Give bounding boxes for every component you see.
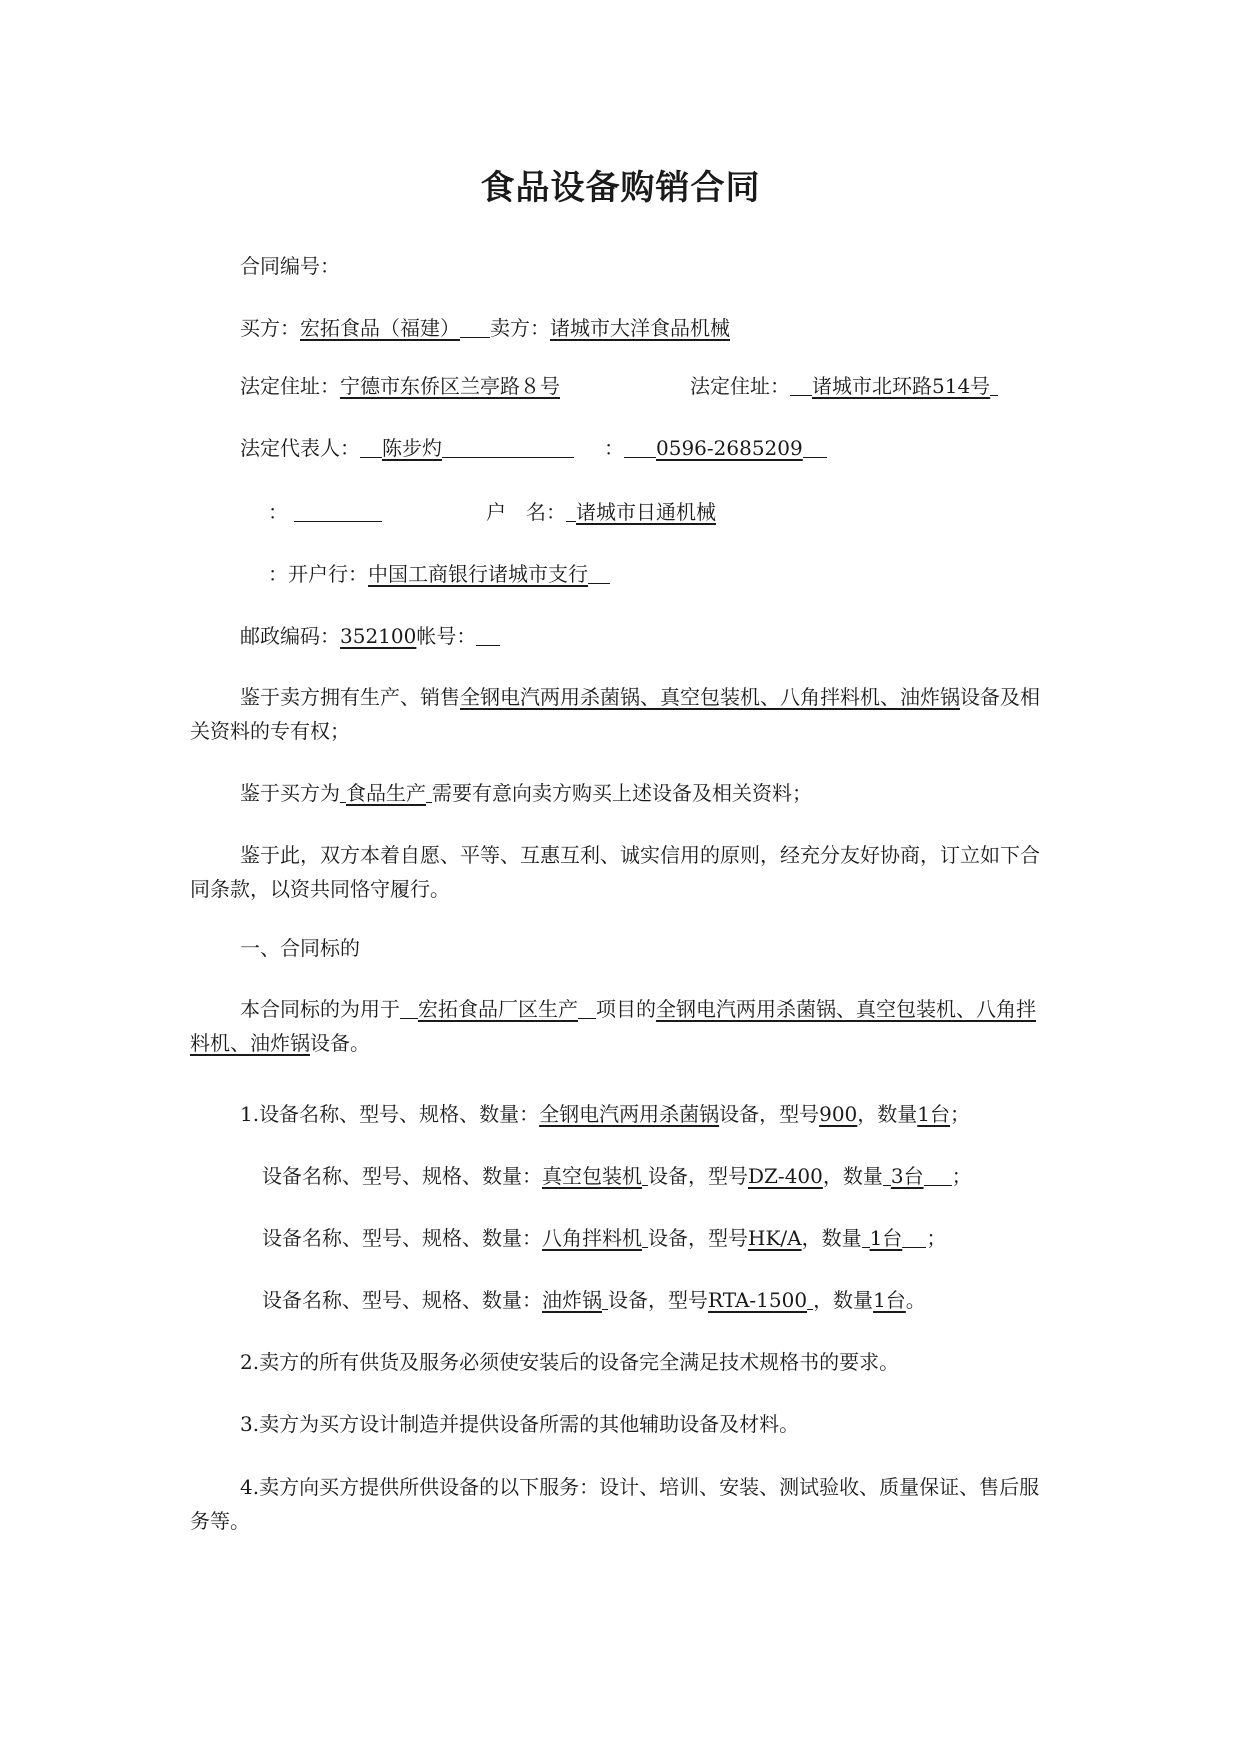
item-end: ； [926, 1226, 947, 1250]
subject-text: 本合同标的为用于 [240, 997, 400, 1021]
contract-number-label: 合同编号： [240, 254, 340, 278]
postal-label: 邮政编码： [240, 624, 340, 648]
clause-3 [240, 1410, 799, 1438]
item-model: RTA-1500 [708, 1288, 808, 1312]
item-label: 设备名称、型号、规格、数量： [262, 1288, 542, 1312]
recital-2-text: 鉴于买方为 [240, 781, 340, 805]
item-4 [262, 1286, 926, 1314]
recital-1-text: 鉴于卖方拥有生产、销售 [240, 685, 460, 709]
seller-address-label: 法定住址： [690, 374, 790, 398]
item-name: 全钢电汽两用杀菌锅 [539, 1102, 720, 1126]
blank [902, 1227, 926, 1248]
item-name: 油炸锅 [542, 1288, 602, 1312]
blank [460, 317, 490, 338]
blank [442, 437, 574, 458]
document-title: 食品设备购销合同 [480, 168, 761, 208]
item-model-label: 设备，型号 [608, 1288, 708, 1312]
item-model: HK/A [748, 1226, 802, 1250]
contract-number-line [240, 252, 340, 280]
item-model: DZ-400 [748, 1164, 823, 1188]
item-label: 设备名称、型号、规格、数量： [262, 1164, 542, 1188]
section-1-title: 一、合同标的 [240, 936, 360, 960]
clause-text: 3.卖方为买方设计制造并提供设备所需的其他辅助设备及材料。 [240, 1412, 800, 1436]
item-name: 真空包装机 [542, 1164, 642, 1188]
seller-address: 诸城市北环路514号 [812, 374, 991, 398]
item-qty-label: ，数量 [801, 1226, 862, 1250]
clause-text: 2.卖方的所有供货及服务必须使安装后的设备完全满足技术规格书的要求。 [240, 1350, 900, 1374]
phone-colon: ： [604, 436, 624, 460]
postal-code: 352100 [340, 624, 417, 648]
recital-2 [190, 776, 1050, 810]
item-1 [240, 1100, 970, 1128]
blank [624, 437, 656, 458]
blank [476, 625, 500, 646]
item-number: 1. [240, 1102, 260, 1126]
blank [924, 1165, 952, 1186]
account-name: 诸城市日通机械 [576, 500, 716, 524]
item-model-label: 设备，型号 [648, 1226, 748, 1250]
blank [862, 1227, 870, 1248]
item-3 [262, 1224, 946, 1252]
item-qty: 1台 [869, 1226, 903, 1250]
item-qty: 3台 [890, 1164, 924, 1188]
blank [294, 501, 382, 522]
buyer-address: 宁德市东侨区兰亭路８号 [340, 374, 560, 398]
account-number-label: 帐号： [416, 624, 477, 648]
item-qty-label: ，数量 [813, 1288, 874, 1312]
item-model-label: 设备，型号 [719, 1102, 820, 1126]
recital-2-end: 需要有意向卖方购买上述设备及相关资料； [432, 781, 812, 805]
item-name: 八角拌料机 [542, 1226, 642, 1250]
item-end: ； [951, 1164, 972, 1188]
seller-label: 卖方： [490, 316, 550, 340]
account-name-line [268, 498, 716, 526]
item-end: ； [950, 1102, 971, 1126]
bank-line [268, 560, 610, 588]
blank [360, 437, 382, 458]
recital-1-end: 设备及相关资料的专有权； [190, 685, 1040, 743]
seller-address-line [690, 372, 998, 400]
subject-mid: 项目的 [596, 997, 656, 1021]
clause-2 [240, 1348, 899, 1376]
parties-line [240, 314, 730, 342]
clause-text: 4.卖方向买方提供所供设备的以下服务：设计、培训、安装、测试验收、质量保证、售后服务等。 [190, 1475, 1040, 1533]
recital-3: 鉴于此，双方本着自愿、平等、互惠互利、诚实信用的原则，经充分友好协商，订立如下合同条款，以资共同恪守履行。 [190, 843, 1040, 901]
bank-name: 中国工商银行诸城市支行 [368, 562, 588, 586]
item-label: 设备名称、型号、规格、数量： [262, 1226, 542, 1250]
account-name-label: 户 名： [486, 500, 566, 524]
seller-name: 诸城市大洋食品机械 [550, 316, 730, 340]
blank [588, 563, 610, 584]
item-qty: 1台 [873, 1288, 906, 1312]
subject-end: 设备。 [310, 1031, 370, 1055]
subject-goods: 全钢电汽两用杀菌锅、真空包装机、八角拌料机、油炸锅 [190, 997, 1036, 1055]
postal-line [240, 622, 500, 650]
blank [990, 375, 998, 396]
recital-1 [190, 680, 1050, 748]
item-end: 。 [905, 1288, 926, 1312]
item-qty: 1台 [917, 1102, 951, 1126]
bank-label: ：开户行： [268, 562, 368, 586]
blank [578, 998, 596, 1019]
colon-label: ： [268, 500, 288, 524]
item-2 [262, 1162, 972, 1190]
section-1-heading [240, 934, 360, 962]
rep-label: 法定代表人： [240, 436, 360, 460]
subject-paragraph [190, 992, 1050, 1060]
subject-project: 宏拓食品厂区生产 [418, 997, 578, 1021]
seller-phone: 0596-2685209 [656, 436, 803, 460]
item-qty-label: ，数量 [857, 1102, 918, 1126]
buyer-name: 宏拓食品（福建） [300, 316, 460, 340]
representative-line [240, 434, 827, 462]
buyer-address-line [240, 372, 560, 400]
blank [400, 998, 418, 1019]
recital-2-purpose: 食品生产 [346, 781, 426, 805]
item-qty-label: ，数量 [822, 1164, 883, 1188]
buyer-label: 买方： [240, 316, 300, 340]
blank [803, 437, 827, 458]
clause-4 [190, 1470, 1050, 1538]
recital-1-goods: 全钢电汽两用杀菌锅、真空包装机、八角拌料机、油炸锅 [460, 685, 960, 709]
item-model-label: 设备，型号 [648, 1164, 748, 1188]
blank [883, 1165, 891, 1186]
item-label: 设备名称、型号、规格、数量： [259, 1102, 540, 1126]
item-model: 900 [819, 1102, 858, 1126]
buyer-address-label: 法定住址： [240, 374, 340, 398]
blank [790, 375, 812, 396]
blank [566, 501, 576, 522]
rep-name: 陈步灼 [382, 436, 442, 460]
